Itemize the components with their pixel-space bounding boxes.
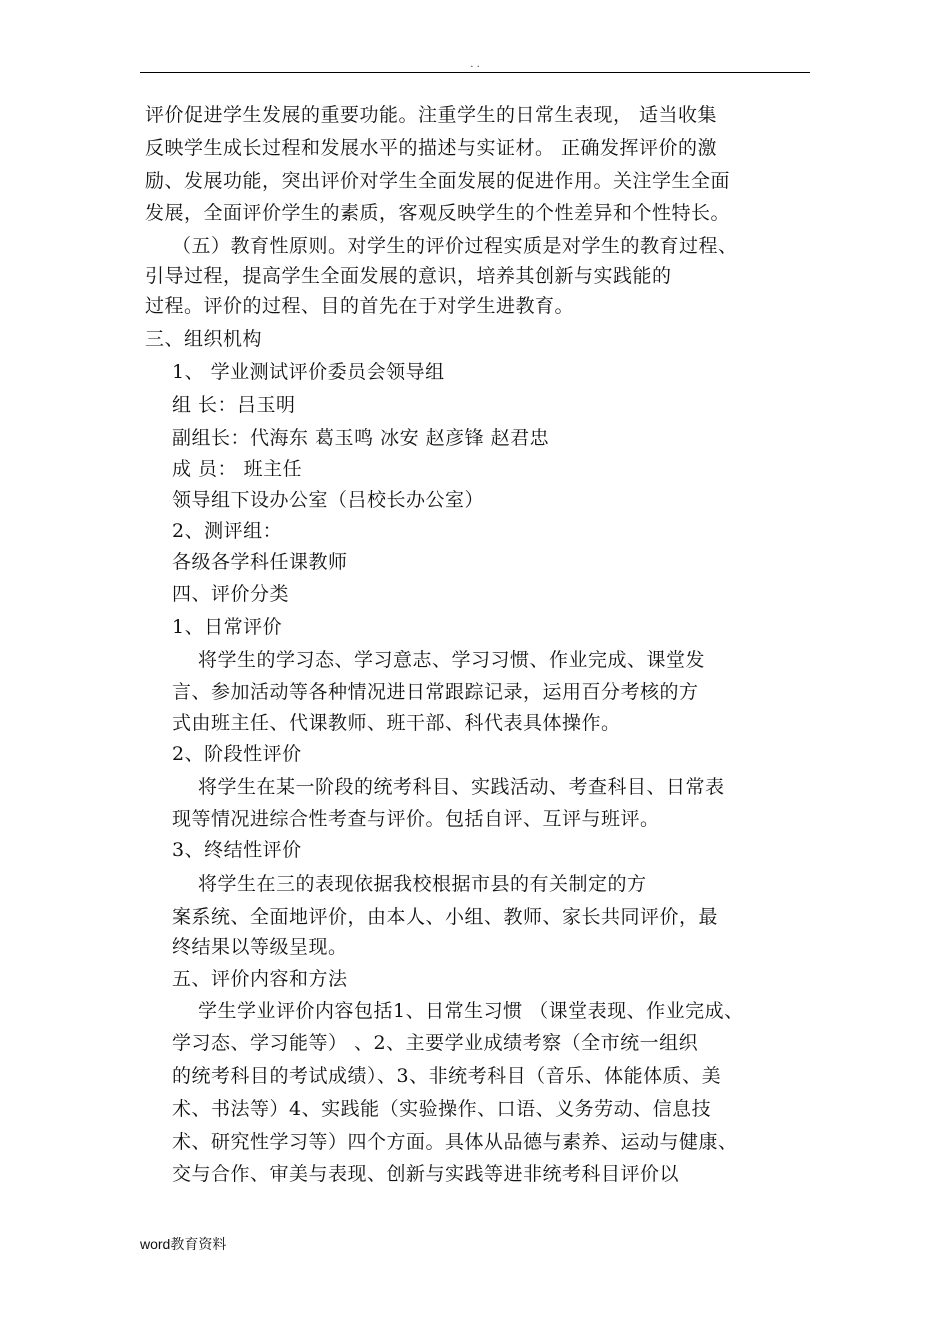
text-line: 案系统、全面地评价，由本人、小组、教师、家长共同评价，最 bbox=[172, 906, 719, 928]
text-line: 学习态、学习能等） 、2、主要学业成绩考察（全市统一组织 bbox=[172, 1032, 699, 1054]
text-line: （五）教育性原则。对学生的评价过程实质是对学生的教育过程、 bbox=[172, 235, 738, 257]
text-line: 的统考科目的考试成绩）、3、非统考科目（音乐、体能体质、美 bbox=[172, 1065, 722, 1087]
text-line: 术、研究性学习等）四个方面。具体从品德与素养、运动与健康、 bbox=[172, 1131, 738, 1153]
text-line: 发展，全面评价学生的素质，客观反映学生的个性差异和个性特长。 bbox=[145, 202, 731, 224]
section-heading: 三、组织机构 bbox=[145, 328, 263, 350]
text-line: 评价促进学生发展的重要功能。注重学生的日常生表现， 适当收集 bbox=[145, 104, 718, 126]
text-line: 终结果以等级呈现。 bbox=[172, 936, 348, 958]
text-line: 各级各学科任课教师 bbox=[172, 551, 348, 573]
subsection-heading: 2、测评组： bbox=[172, 520, 283, 542]
footer-label: word教育资料 bbox=[140, 1236, 227, 1252]
text-line: 组 长：吕玉明 bbox=[172, 394, 296, 416]
text-line: 交与合作、审美与表现、创新与实践等进非统考科目评价以 bbox=[172, 1163, 680, 1185]
text-line: 过程。评价的过程、目的首先在于对学生进教育。 bbox=[145, 295, 575, 317]
subsection-heading: 1、 学业测试评价委员会领导组 bbox=[172, 361, 445, 383]
section-heading: 五、评价内容和方法 bbox=[172, 968, 348, 990]
text-line: 反映学生成长过程和发展水平的描述与实证材。 正确发挥评价的激 bbox=[145, 137, 718, 159]
text-line: 将学生的学习态、学习意志、学习习惯、作业完成、课堂发 bbox=[198, 649, 706, 671]
text-line: 领导组下设办公室（吕校长办公室） bbox=[172, 489, 485, 511]
text-line: 励、发展功能，突出评价对学生全面发展的促进作用。关注学生全面 bbox=[145, 170, 731, 192]
text-line: 将学生在三的表现依据我校根据市县的有关制定的方 bbox=[198, 873, 647, 895]
text-line: 学生学业评价内容包括1、日常生习惯 （课堂表现、作业完成、 bbox=[198, 1000, 744, 1022]
section-heading: 四、评价分类 bbox=[172, 583, 290, 605]
text-line: 式由班主任、代课教师、班干部、科代表具体操作。 bbox=[172, 712, 621, 734]
text-line: 言、参加活动等各种情况进日常跟踪记录，运用百分考核的方 bbox=[172, 681, 699, 703]
text-line: 将学生在某一阶段的统考科目、实践活动、考查科目、日常表 bbox=[198, 776, 725, 798]
subsection-heading: 2、阶段性评价 bbox=[172, 743, 302, 765]
subsection-heading: 1、日常评价 bbox=[172, 616, 283, 638]
header-marks: . . bbox=[470, 59, 480, 70]
text-line: 副组长：代海东 葛玉鸣 冰安 赵彦锋 赵君忠 bbox=[172, 427, 550, 449]
text-line: 术、书法等）4、实践能（实验操作、口语、义务劳动、信息技 bbox=[172, 1098, 712, 1120]
text-line: 引导过程，提高学生全面发展的意识，培养其创新与实践能的 bbox=[145, 265, 672, 287]
subsection-heading: 3、终结性评价 bbox=[172, 839, 302, 861]
header-rule bbox=[140, 72, 810, 73]
text-line: 成 员： 班主任 bbox=[172, 458, 303, 480]
text-line: 现等情况进综合性考查与评价。包括自评、互评与班评。 bbox=[172, 808, 660, 830]
